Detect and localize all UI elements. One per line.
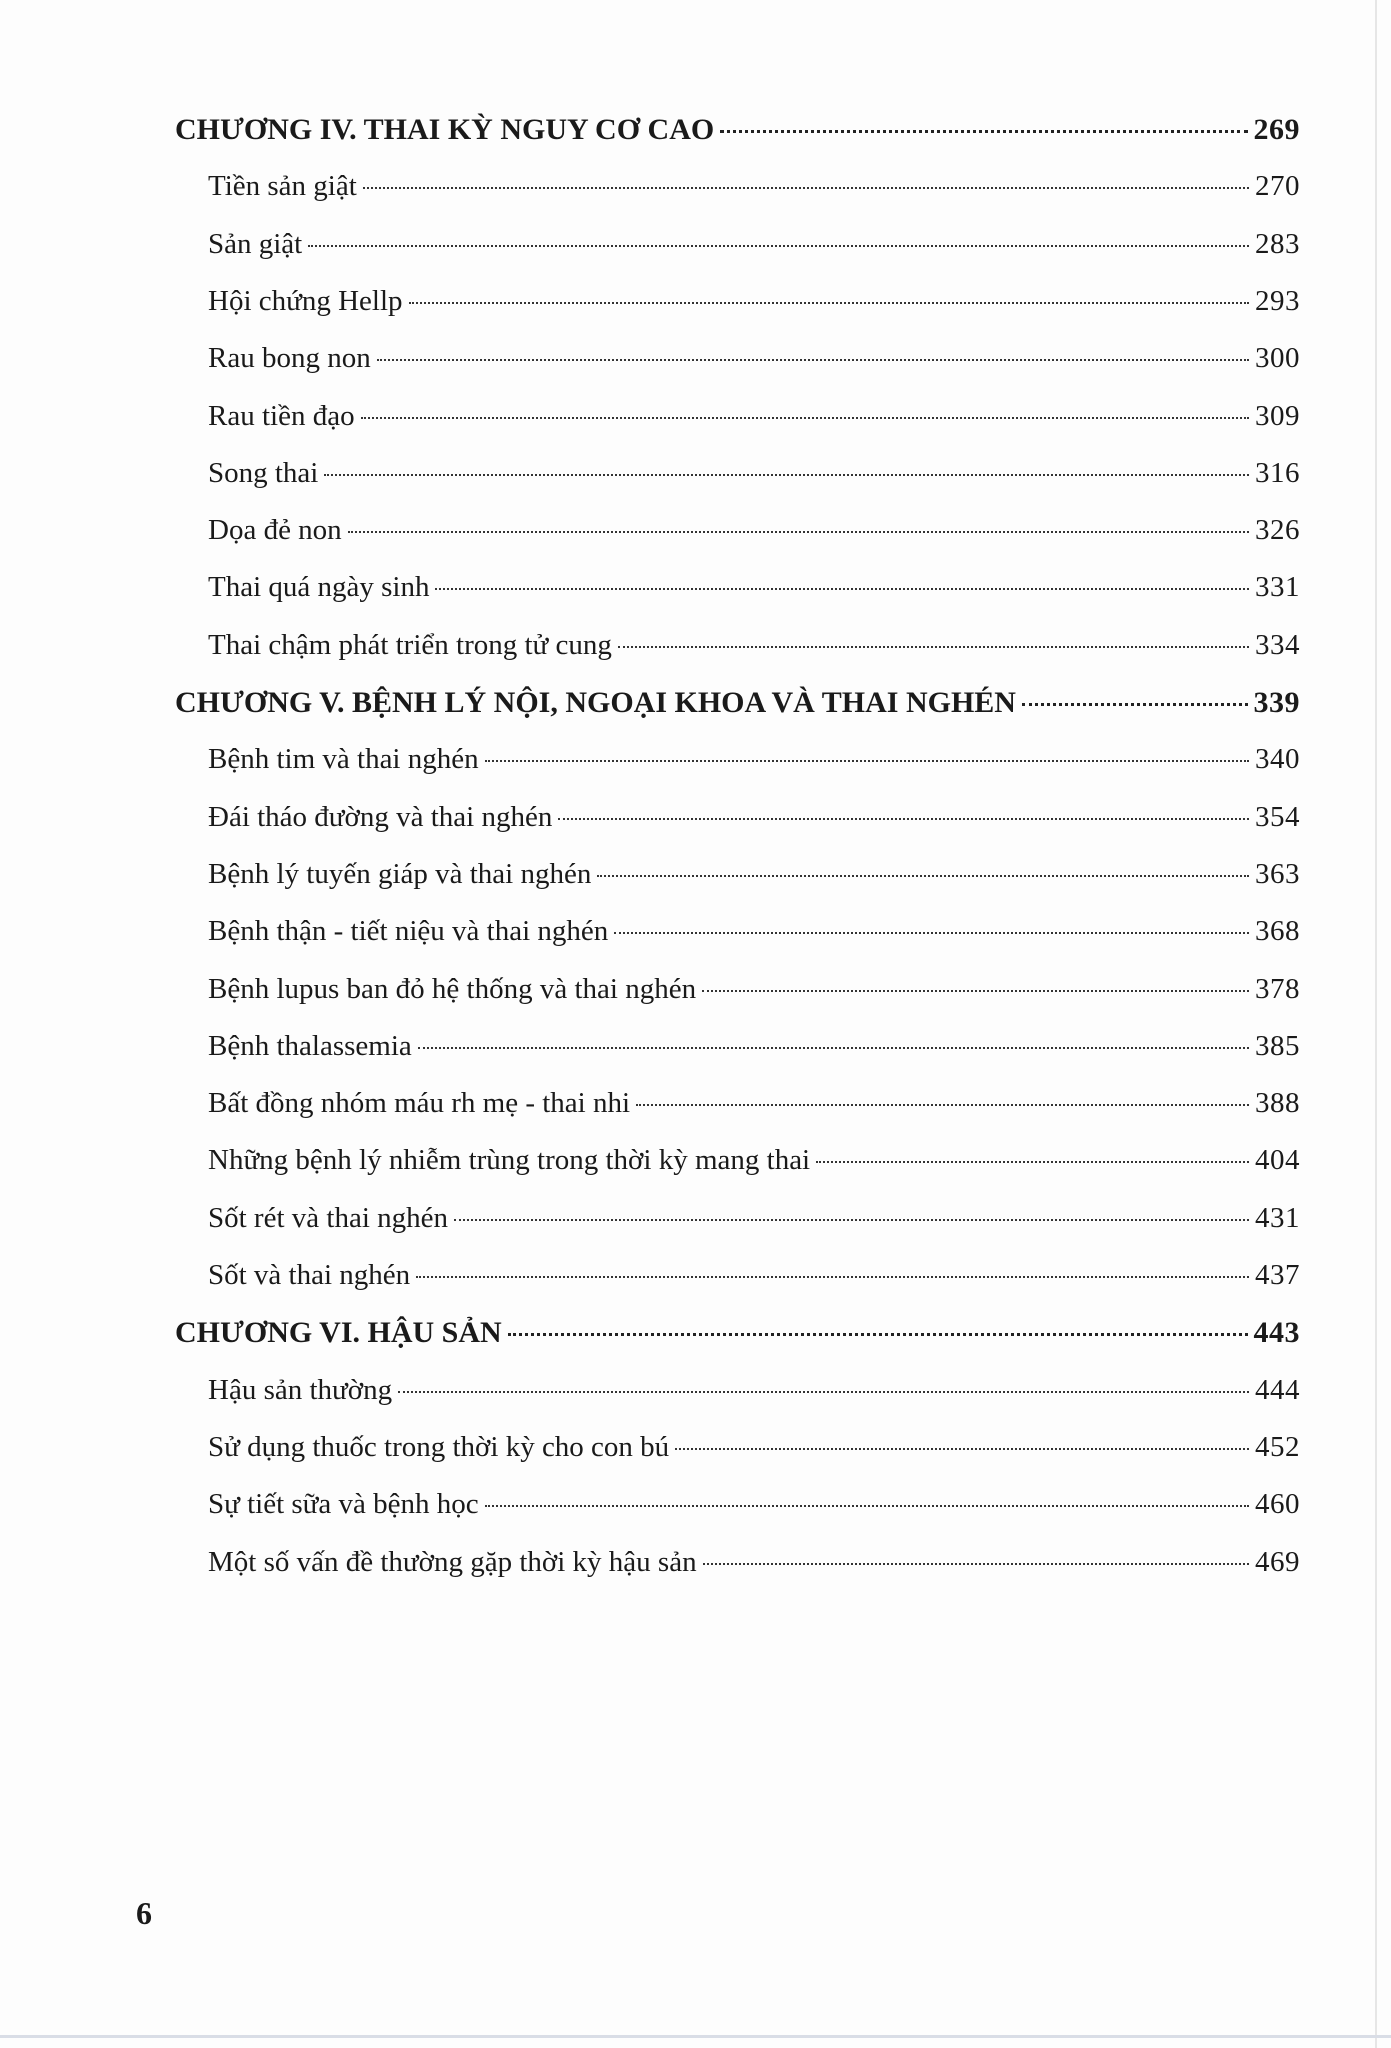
toc-chapter-title: CHƯƠNG IV. THAI KỲ NGUY CƠ CAO — [175, 113, 715, 146]
toc-page-number: 339 — [1253, 686, 1300, 719]
toc-page-number: 404 — [1255, 1144, 1300, 1177]
toc-entry-title: Bất đồng nhóm máu rh mẹ - thai nhi — [208, 1087, 631, 1120]
toc-entry-title: Rau bong non — [208, 342, 371, 375]
toc-page-number: 378 — [1255, 972, 1300, 1005]
dot-leader — [618, 646, 1249, 648]
toc-page-number: 385 — [1255, 1029, 1300, 1062]
toc-entry-row — [208, 457, 1300, 490]
dot-leader — [675, 1448, 1249, 1450]
toc-entry-title: Bệnh thalassemia — [208, 1029, 412, 1062]
toc-page-number: 334 — [1255, 628, 1300, 661]
toc-entry-row — [208, 1546, 1300, 1579]
dot-leader — [702, 990, 1249, 992]
dot-leader — [418, 1047, 1249, 1049]
toc-page-number: 368 — [1255, 915, 1300, 948]
toc-entry-title: Dọa đẻ non — [208, 514, 342, 547]
dot-leader — [485, 760, 1249, 762]
toc-entry-title: Những bệnh lý nhiễm trùng trong thời kỳ mang thai — [208, 1144, 811, 1177]
toc-entry-title: Sản giật — [208, 227, 303, 260]
toc-entry-row — [208, 1374, 1300, 1407]
toc-page-number: 340 — [1255, 743, 1300, 776]
toc-page-number: 283 — [1255, 227, 1300, 260]
toc-entry-title: Một số vấn đề thường gặp thời kỳ hậu sản — [208, 1545, 697, 1578]
toc-page-number: 316 — [1255, 456, 1300, 489]
toc-page-number: 293 — [1255, 284, 1300, 317]
toc-entry-title: Bệnh tim và thai nghén — [208, 743, 479, 776]
toc-entry-row — [208, 915, 1300, 948]
toc-entry-title: Sự tiết sữa và bệnh học — [208, 1488, 479, 1521]
dot-leader — [485, 1505, 1249, 1507]
toc-entry-title: Hội chứng Hellp — [208, 284, 403, 317]
toc-entry-title: Bệnh lupus ban đỏ hệ thống và thai nghén — [208, 972, 697, 1005]
dot-leader — [1022, 703, 1248, 706]
dot-leader — [398, 1391, 1249, 1393]
dot-leader — [416, 1276, 1249, 1278]
toc-page-number: 326 — [1255, 514, 1300, 547]
dot-leader — [361, 417, 1249, 419]
toc-page-number: 354 — [1255, 800, 1300, 833]
toc-entry-row — [208, 1431, 1300, 1464]
dot-leader — [454, 1219, 1249, 1221]
dot-leader — [435, 588, 1249, 590]
toc-page-number: 452 — [1255, 1430, 1300, 1463]
toc-entry-title: Thai chậm phát triển trong tử cung — [208, 628, 612, 661]
page-right-edge — [1375, 0, 1377, 2048]
toc-entry-title: Bệnh lý tuyến giáp và thai nghén — [208, 857, 592, 890]
dot-leader — [348, 531, 1249, 533]
dot-leader — [636, 1104, 1249, 1106]
toc-chapter-title: CHƯƠNG VI. HẬU SẢN — [175, 1316, 502, 1350]
dot-leader — [324, 474, 1249, 476]
toc-entry-row — [208, 170, 1300, 203]
toc-entry-title: Sử dụng thuốc trong thời kỳ cho con bú — [208, 1430, 670, 1463]
dot-leader — [308, 245, 1249, 247]
toc-entry-title: Thai quá ngày sinh — [208, 571, 430, 604]
dot-leader — [508, 1333, 1248, 1336]
toc-page-number: 388 — [1255, 1087, 1300, 1120]
toc-entry-row — [208, 629, 1300, 662]
toc-chapter-row — [175, 1316, 1300, 1350]
toc-entry-row — [208, 400, 1300, 433]
toc-page-number: 444 — [1255, 1373, 1300, 1406]
toc-entry-row — [208, 858, 1300, 891]
toc-page-number: 469 — [1255, 1545, 1300, 1578]
page-number: 6 — [136, 1895, 152, 1931]
toc-entry-row — [208, 285, 1300, 318]
dot-leader — [816, 1161, 1249, 1163]
toc-entry-title: Rau tiền đạo — [208, 399, 355, 432]
toc-page-number: 443 — [1253, 1316, 1300, 1350]
toc-entry-row — [208, 743, 1300, 776]
dot-leader — [558, 818, 1249, 820]
page-bottom-edge — [0, 2035, 1391, 2038]
toc-page-number: 269 — [1253, 113, 1300, 146]
toc-entry-title: Sốt rét và thai nghén — [208, 1201, 449, 1234]
dot-leader — [363, 187, 1249, 189]
toc-page-number: 309 — [1255, 399, 1300, 432]
toc-page-number: 460 — [1255, 1488, 1300, 1521]
toc-page-number: 300 — [1255, 342, 1300, 375]
toc-entry-title: Tiền sản giật — [208, 170, 357, 203]
toc-page-number: 270 — [1255, 170, 1300, 203]
toc-entry-row — [208, 1259, 1300, 1292]
toc-entry-title: Đái tháo đường và thai nghén — [208, 800, 553, 833]
toc-entry-row — [208, 1488, 1300, 1521]
toc-entry-row — [208, 973, 1300, 1006]
toc-page-number: 363 — [1255, 857, 1300, 890]
toc-entry-row — [208, 1202, 1300, 1235]
toc-chapter-row — [175, 113, 1300, 147]
toc-entry-title: Bệnh thận - tiết niệu và thai nghén — [208, 915, 609, 948]
toc-entry-row — [208, 1087, 1300, 1120]
toc-entry-row — [208, 342, 1300, 375]
toc-page-number: 331 — [1255, 571, 1300, 604]
toc-entry-row — [208, 571, 1300, 604]
toc-chapter-row — [175, 686, 1300, 720]
toc-entry-row — [208, 1030, 1300, 1063]
dot-leader — [614, 932, 1249, 934]
dot-leader — [377, 359, 1249, 361]
toc-entry-title: Sốt và thai nghén — [208, 1259, 411, 1291]
toc-entry-title: Song thai — [208, 456, 319, 489]
toc-entry-row — [208, 801, 1300, 834]
dot-leader — [597, 875, 1249, 877]
toc-entry-row — [208, 1144, 1300, 1177]
toc-entry-title: Hậu sản thường — [208, 1373, 393, 1406]
toc-entry-row — [208, 514, 1300, 547]
dot-leader — [409, 302, 1249, 304]
dot-leader — [703, 1563, 1249, 1565]
toc-entry-row — [208, 228, 1300, 261]
toc-page-number: 437 — [1255, 1259, 1300, 1291]
toc-chapter-title: CHƯƠNG V. BỆNH LÝ NỘI, NGOẠI KHOA VÀ THAI NGHÉN — [175, 686, 1016, 719]
toc-page-number: 431 — [1255, 1201, 1300, 1234]
dot-leader — [720, 130, 1247, 133]
